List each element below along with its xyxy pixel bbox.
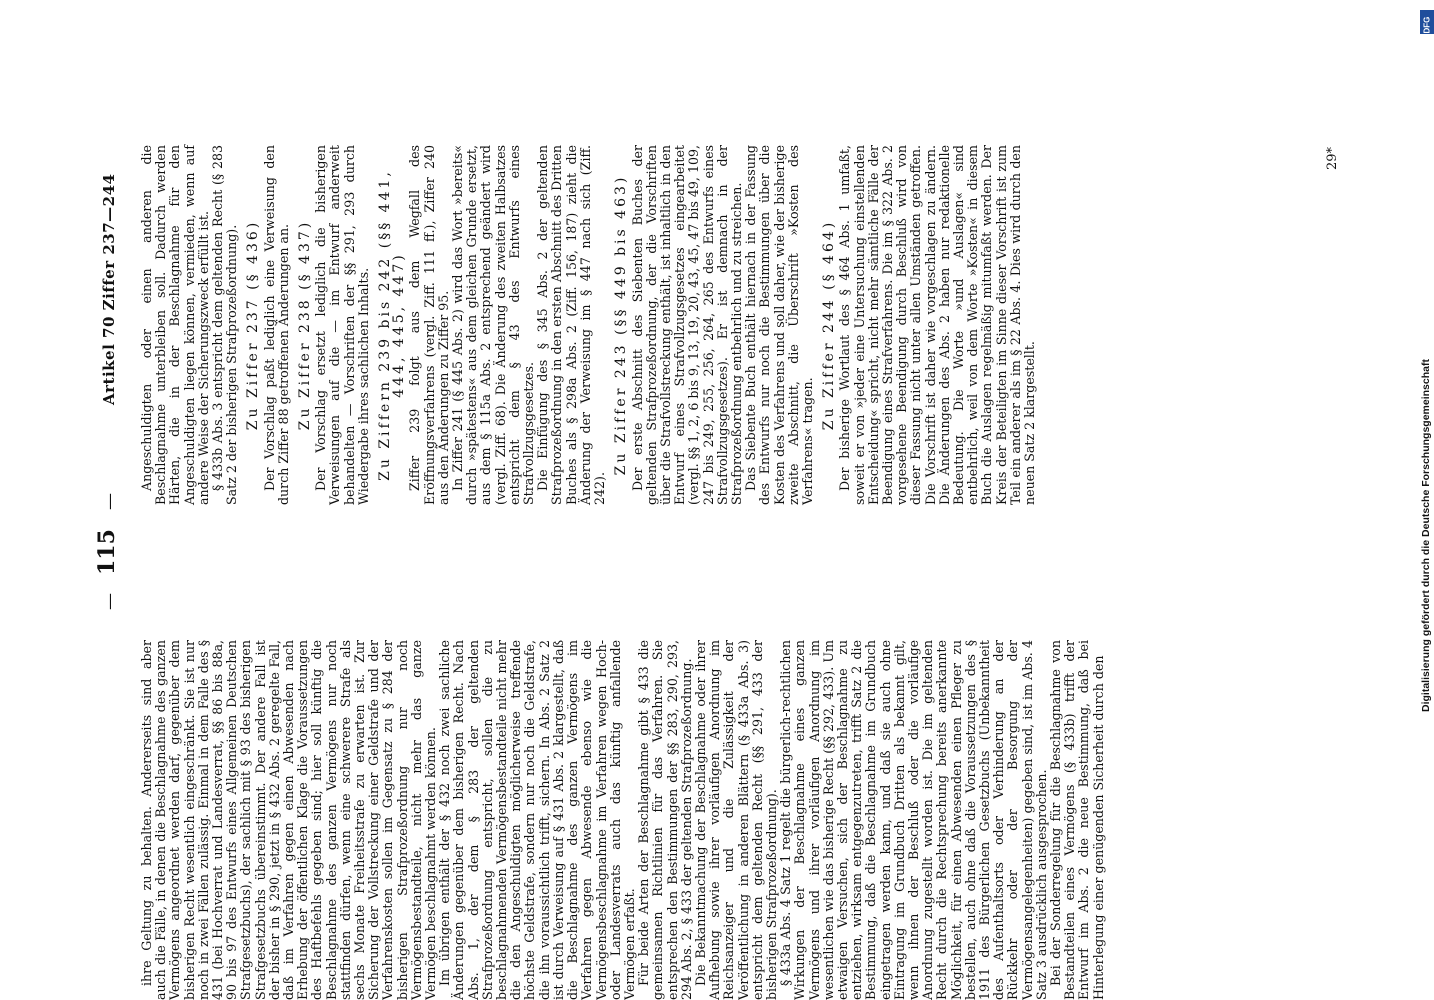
paragraph: § 433a Abs. 4 Satz 1 regelt die bürgerlich-rechtlichen Wirkungen der Beschlagnahme eines ganzen Vermögens und ihrer vorläufigen Anordnung im wesentlichen wie das bisherige Recht (§§ 292, 433). Um etwaigen Versuchen, sich der Beschlagnahme zu entziehen, wirksam entgegenzutreten, trifft Satz 2 die Bestimmung, daß die Beschlagnahme im Grundbuch eingetragen werden kann, und daß sie auch ohne Eintragung im Grundbuch Dritten als bekannt gilt, wenn ihnen der Beschluß oder die vorläufige Anordnung zugestellt worden ist. Die im geltenden Recht durch die Rechtsprechung bereits anerkannte Möglichkeit, für einen Abwesenden einen Pfleger zu bestellen, auch ohne daß die Voraussetzungen des § 1911 des Bürgerlichen Gesetzbuchs (Unbekanntheit des Aufenthaltsorts oder Verhinderung an der Rückkehr oder der Besorgung der Vermögensangelegenheiten) gegeben sind, ist im Abs. 4 Satz 3 ausdrücklich ausgesprochen. xyxy=(778,640,1049,1000)
paragraph: Ziffer 239 folgt aus dem Wegfall des Eröffnungsverfahrens (vergl. Ziff. 111 ff.), Ziffer 240 aus den Änderungen zu Ziffer 95. xyxy=(407,145,451,505)
page-number: 115 xyxy=(94,529,120,575)
header-dash-left: — xyxy=(100,593,120,610)
paragraph: Der erste Abschnitt des Siebenten Buches der geltenden Strafprozeßordnung, der die Vorschriften über die Strafvollstreckung enthält, ist inhaltlich in den Entwurf eines Strafvollzugsgesetzes eingearbeitet (vergl. §§ 1, 2, 6 bis 9, 13, 19, 20, 43, 45, 47 bis 49, 109, 247 bis 249, 255, 256, 264, 265 des Entwurfs eines Strafvollzugsgesetzes). Er ist demnach in der Strafprozeßordnung entbehrlich und zu streichen. xyxy=(629,145,744,505)
paragraph: Angeschuldigten oder einen anderen die Beschlagnahme unterbleiben soll. Dadurch werden Härten, die in der Beschlagnahme für den Angeschuldigten liegen können, vermieden, wenn auf andere Weise der Sicherungszweck erfüllt ist. xyxy=(139,145,211,505)
section-heading: Zu Ziffer 243 (§§ 449 bis 463) xyxy=(613,174,630,476)
paragraph: In Ziffer 241 (§ 445 Abs. 2) wird das Wort »bereits« durch »spätestens« aus dem gleichen Grunde ersetzt, aus dem § 115a Abs. 2 entsprechend geändert wird (vergl. Ziff. 68). Die Änderung des zweiten Halbsatzes entspricht dem § 43 des Entwurfs eines Strafvollzugsgesetzes. xyxy=(450,145,537,505)
paragraph: Die Einfügung des § 345 Abs. 2 der geltenden Strafprozeßordnung in den ersten Abschnitt des Dritten Buches als § 298a Abs. 2 (Ziff. 156, 187) zieht die Änderung der Verweisung im § 447 nach sich (Ziff. 242). xyxy=(535,145,608,505)
paragraph: Der bisherige Wortlaut des § 464 Abs. 1 umfaßt, soweit er von »jeder eine Untersuchung einstellenden Entscheidung« spricht, nicht mehr sämtliche Fälle der Beendigung eines Strafverfahrens. Die im § 322 Abs. 2 vorgesehene Beendigung durch Beschluß wird von dieser Fassung nicht unter allen Umständen getroffen. Die Vorschrift ist daher wie vorgeschlagen zu ändern. Die Änderungen des Abs. 2 haben nur redaktionelle Bedeutung. Die Worte »und Auslagen« sind entbehrlich, weil von dem Worte »Kosten« in diesem Buch die Auslagen regelmäßig mitumfaßt werden. Der Kreis der Beteiligten im Sinne dieser Vorschrift ist zum Teil ein anderer als im § 22 Abs. 4. Dies wird durch den neuen Satz 2 klargestellt. xyxy=(837,145,1037,505)
digitization-note xyxy=(1416,12,1434,992)
section-heading: Zu Ziffer 244 (§ 464) xyxy=(821,219,838,431)
left-text-column xyxy=(140,640,1106,1000)
running-header-article: Artikel 70 Ziffer 237—244 xyxy=(100,173,118,405)
paragraph: Bei der Sonderregelung für die Beschlagnahme von Bestandteilen eines Vermögens (§ 433b) trifft der Entwurf im Abs. 2 die neue Bestimmung, daß bei Hinterlegung einer genügenden Sicherheit durch den xyxy=(1048,640,1106,1000)
section-heading: Zu Ziffer 237 (§ 436) xyxy=(245,219,262,431)
sheet-signature: 29* xyxy=(1325,146,1340,170)
paragraph: § 433b Abs. 3 entspricht dem geltenden Recht (§ 283 Satz 2 der bisherigen Strafprozeßordnung). xyxy=(210,145,240,505)
digitization-note-text: Digitalisierung gefördert durch die Deutsche Forschungsgemeinschaft xyxy=(1420,359,1432,712)
paragraph: Für beide Arten der Beschlagnahme gibt § 433 die gemeinsamen Richtlinien für das Verfahren. Sie entsprechen den Bestimmungen der §§ 283, 290, 293, 294 Abs. 2, § 433 der geltenden Strafprozeßordnung. xyxy=(636,640,694,1000)
dfg-logo-text: DFG xyxy=(1422,16,1432,34)
rotated-document-page xyxy=(94,30,1400,1000)
header-dash-right: — xyxy=(100,493,120,510)
paragraph: Der Vorschlag ersetzt lediglich die bisherigen Verweisungen auf die — im Entwurf anderweit behandelten — Vorschriften der §§ 291, 293 durch Wiedergabe ihres sachlichen Inhalts. xyxy=(313,145,371,505)
paragraph: Im übrigen enthält der § 432 noch zwei sachliche Änderungen gegenüber dem bisherigen Recht. Nach Abs. 1, der dem § 283 der geltenden Strafprozeßordnung entspricht, sollen die zu beschlagnahmenden Vermögensbestandteile nicht mehr die den Angeschuldigten möglicherweise treffende höchste Geldstrafe, sondern nur noch die Geldstrafe, die ihn voraussichtlich trifft, sichern. In Abs. 2 Satz 2 ist durch Verweisung auf § 431 Abs. 2 klargestellt, daß die Beschlagnahme des ganzen Vermögens im Verfahren gegen Abwesende ebenso wie die Vermögensbeschlagnahme im Verfahren wegen Hoch- oder Landesverrats auch das künftig anfallende Vermögen erfaßt. xyxy=(437,640,637,1000)
paragraph: Die Bekanntmachung der Beschlagnahme oder ihrer Aufhebung sowie ihrer vorläufigen Anordnung im Reichsanzeiger und die Zulässigkeit der Veröffentlichung in anderen Blättern (§ 433a Abs. 3) entspricht dem geltenden Recht (§§ 291, 433 der bisherigen Strafprozeßordnung). xyxy=(692,640,779,1000)
paragraph: ihre Geltung zu behalten. Andererseits sind aber auch die Fälle, in denen die Beschlagnahme des ganzen Vermögens angeordnet werden darf, gegenüber dem bisherigen Recht wesentlich eingeschränkt. Sie ist nur noch in zwei Fällen zulässig. Einmal in dem Falle des § 431 (bei Hochverrat und Landesverrat, §§ 86 bis 88a, 90 bis 97 des Entwurfs eines Allgemeinen Deutschen Strafgesetzbuchs), der sachlich mit § 93 des bisherigen Strafgesetzbuchs übereinstimmt. Der andere Fall ist der bisher in § 290, jetzt in § 432 Abs. 2 geregelte Fall, daß im Verfahren gegen einen Abwesenden nach Erhebung der öffentlichen Klage die Voraussetzungen des Haftbefehls gegeben sind; hier soll künftig die Beschlagnahme des ganzen Vermögens nur noch stattfinden dürfen, wenn eine schwerere Strafe als sechs Monate Freiheitsstrafe zu erwarten ist. Zur Sicherung der Vollstreckung einer Geldstrafe und der Verfahrenskosten sollen im Gegensatz zu § 284 der bisherigen Strafprozeßordnung nur noch Vermögensbestandteile, nicht mehr das ganze Vermögen beschlagnahmt werden können. xyxy=(139,640,439,1000)
paragraph: Das Siebente Buch enthält hiernach in der Fassung des Entwurfs nur noch die Bestimmungen über die Kosten des Verfahrens und soll daher, wie der bisherige zweite Abschnitt, die Überschrift »Kosten des Verfahrens« tragen. xyxy=(743,145,815,505)
paragraph: Der Vorschlag paßt lediglich eine Verweisung den durch Ziffer 88 getroffenen Änderungen an. xyxy=(261,145,291,505)
right-text-column xyxy=(140,145,1037,505)
section-heading: Zu Ziffern 239 bis 242 (§§ 441, 444, 445, 447) xyxy=(377,169,408,481)
section-heading: Zu Ziffer 238 (§ 437) xyxy=(297,219,314,431)
